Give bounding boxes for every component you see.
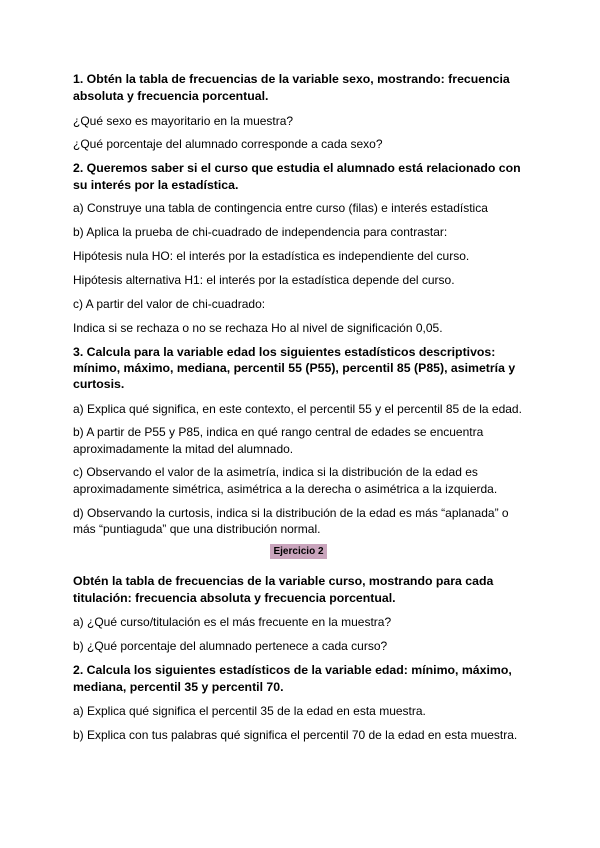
section2-instruction: Indica si se rechaza o no se rechaza Ho al nivel de significación 0,05. bbox=[73, 321, 443, 335]
exercise2-heading-line2: titulación: frecuencia absoluta y frecuencia porcentual. bbox=[73, 591, 396, 605]
exercise2-item-b: b) ¿Qué porcentaje del alumnado pertenece a cada curso? bbox=[73, 639, 388, 653]
exercise2-q2-item-b: b) Explica con tus palabras qué significa el percentil 70 de la edad en esta muestra. bbox=[73, 728, 518, 742]
section2-item-c: c) A partir del valor de chi-cuadrado: bbox=[73, 297, 266, 311]
section3-item-d-line1: d) Observando la curtosis, indica si la distribución de la edad es más “aplanada” o bbox=[73, 506, 509, 520]
section2-heading-line2: su interés por la estadística. bbox=[73, 178, 239, 192]
section3-heading-line1: 3. Calcula para la variable edad los siguientes estadísticos descriptivos: bbox=[73, 345, 496, 359]
exercise2-heading-line1: Obtén la tabla de frecuencias de la variable curso, mostrando para cada bbox=[73, 574, 494, 588]
exercise2-item-a: a) ¿Qué curso/titulación es el más frecuente en la muestra? bbox=[73, 615, 392, 629]
section1-question2: ¿Qué porcentaje del alumnado corresponde a cada sexo? bbox=[73, 137, 383, 151]
exercise2-title: Ejercicio 2 bbox=[270, 544, 327, 559]
section2-item-a: a) Construye una tabla de contingencia entre curso (filas) e interés estadística bbox=[73, 201, 488, 215]
section3-item-d-line2: más “puntiaguda” que una distribución normal. bbox=[73, 522, 321, 536]
section2-alt-hypothesis: Hipótesis alternativa H1: el interés por la estadística depende del curso. bbox=[73, 273, 455, 287]
section3-item-c-line2: aproximadamente simétrica, asimétrica a la derecha o asimétrica a la izquierda. bbox=[73, 482, 498, 496]
section2-heading-line1: 2. Queremos saber si el curso que estudia el alumnado está relacionado con bbox=[73, 161, 521, 175]
section3-item-b-line2: aproximadamente la mitad del alumnado. bbox=[73, 442, 294, 456]
exercise2-q2-heading-line1: 2. Calcula los siguientes estadísticos de la variable edad: mínimo, máximo, bbox=[73, 663, 512, 677]
section2-null-hypothesis: Hipótesis nula HO: el interés por la estadística es independiente del curso. bbox=[73, 249, 470, 263]
section1-heading-line2: absoluta y frecuencia porcentual. bbox=[73, 89, 269, 103]
section1-question1: ¿Qué sexo es mayoritario en la muestra? bbox=[73, 114, 294, 128]
exercise2-q2-item-a: a) Explica qué significa el percentil 35 de la edad en esta muestra. bbox=[73, 704, 426, 718]
exercise2-q2-heading-line2: mediana, percentil 35 y percentil 70. bbox=[73, 680, 284, 694]
section1-heading-line1: 1. Obtén la tabla de frecuencias de la variable sexo, mostrando: frecuencia bbox=[73, 72, 510, 86]
section3-item-c-line1: c) Observando el valor de la asimetría, indica si la distribución de la edad es bbox=[73, 465, 478, 479]
section3-heading-line2: mínimo, máximo, mediana, percentil 55 (P55), percentil 85 (P85), asimetría y bbox=[73, 361, 516, 375]
section3-heading-line3: curtosis. bbox=[73, 377, 125, 391]
section3-item-b-line1: b) A partir de P55 y P85, indica en qué rango central de edades se encuentra bbox=[73, 425, 484, 439]
section3-item-a: a) Explica qué significa, en este contexto, el percentil 55 y el percentil 85 de la edad. bbox=[73, 402, 522, 416]
section2-item-b: b) Aplica la prueba de chi-cuadrado de independencia para contrastar: bbox=[73, 225, 448, 239]
